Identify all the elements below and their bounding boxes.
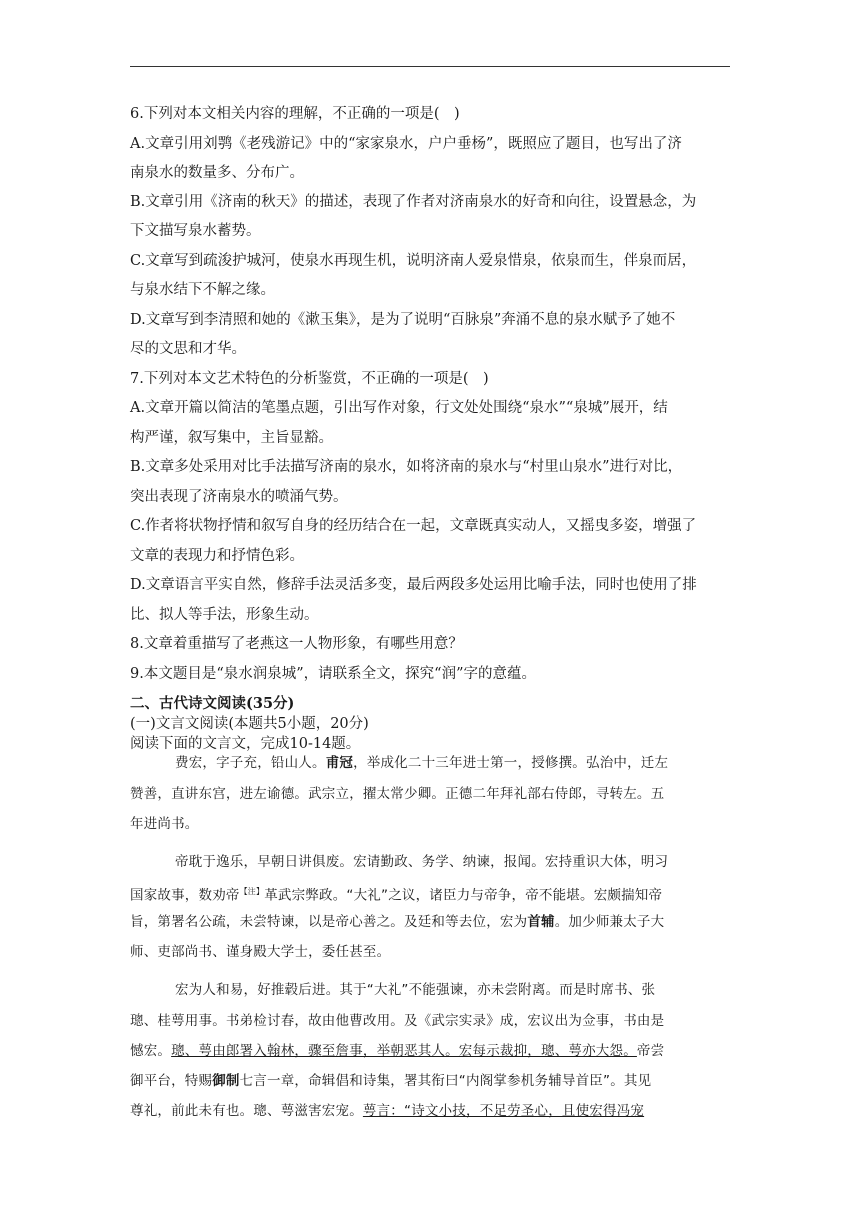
classical-p1-line2: 赞善，直讲东宫，进左谕德。武宗立，擢太常少卿。正德二年拜礼部右侍郎，寻转左。五 [130,786,665,802]
q6-option-d-line2: 尽的文思和才华。 [130,341,246,357]
classical-p2-line3: 旨，第署名公疏，未尝特谏，以是帝心善之。及廷和等去位，宏为首辅。加少师兼太子大 [130,914,665,930]
classical-p2-line2: 国家故事，数劝帝$^{【注】}$革武宗弊政。“大礼”之议，诸臣力与帝争，帝不能堪。宏颇揣知帝 [130,887,663,904]
q6-option-b-line1: B.文章引用《济南的秋天》的描述，表现了作者对济南泉水的好奇和向往，设置悬念，为 [130,194,697,210]
q8-stem: 8.文章着重描写了老燕这一人物形象，有哪些用意？ [130,636,463,652]
q6-option-a-line1: A.文章引用刘鹗《老残游记》中的“家家泉水，户户垂杨”，既照应了题目，也写出了济 [130,136,682,152]
q6-option-a-line2: 南泉水的数量多、分布广。 [130,165,304,181]
classical-p2-line4: 师、吏部尚书、谨身殿大学士，委任甚至。 [130,944,391,960]
q7-option-b-line1: B.文章多处采用对比手法描写济南的泉水，如将济南的泉水与“村里山泉水”进行对比， [130,459,683,475]
section2-title: 二、古代诗文阅读(35分) [130,695,295,712]
q7-option-d-line1: D.文章语言平实自然，修辞手法灵活多变，最后两段多处运用比喻手法，同时也使用了排 [130,577,697,593]
q7-option-c-line1: C.作者将状物抒情和叙写自身的经历结合在一起，文章既真实动人，又摇曳多姿，增强了 [130,518,697,534]
q6-stem: 6.下列对本文相关内容的理解，不正确的一项是( ) [130,106,460,122]
annotation-note-marker: 【注】 [239,887,265,896]
q6-option-c-line2: 与泉水结下不解之缘。 [130,282,275,298]
classical-p1-line1: 费宏，字子充，铅山人。甫冠，举成化二十三年进士第一，授修撰。弘治中，迁左 [175,755,669,771]
q7-option-c-line2: 文章的表现力和抒情色彩。 [130,548,304,564]
keyword-yuzhi: 御制 [212,1073,240,1089]
underlined-sentence-2: 萼言：“诗文小技，不足劳圣心，且使宏得冯宠 [362,1103,645,1119]
q7-option-a-line1: A.文章开篇以简洁的笔墨点题，引出写作对象，行文处处围绕“泉水”“泉城”展开，结 [130,400,668,416]
q7-option-d-line2: 比、拟人等手法，形象生动。 [130,607,319,623]
q9-stem: 9.本文题目是“泉水润泉城”，请联系全文，探究“润”字的意蕴。 [130,666,536,682]
classical-p3-line3: 憾宏。璁、萼由郎署入翰林，骤至詹事，举朝恶其人。宏每示裁抑，璁、萼亦大怨。帝尝 [130,1043,665,1059]
section2-subtitle: (一)文言文阅读(本题共5小题，20分) [130,716,369,732]
classical-p3-line4: 御平台，特赐御制七言一章，命辑倡和诗集，署其衔曰“内阁掌参机务辅导首臣”。其见 [130,1073,652,1089]
q6-option-b-line2: 下文描写泉水蓄势。 [130,223,261,239]
classical-p3-line1: 宏为人和易，好推毂后进。其于“大礼”不能强谏，亦未尝附离。而是时席书、张 [175,982,656,998]
classical-p3-line5: 尊礼，前此未有也。璁、萼滋害宏宠。萼言：“诗文小技，不足劳圣心，且使宏得冯宠 [130,1103,645,1119]
classical-p3-line2: 璁、桂萼用事。书弟检讨春，故由他曹改用。及《武宗实录》成，宏议出为佥事，书由是 [130,1013,665,1029]
q7-option-a-line2: 构严谨，叙写集中，主旨显豁。 [130,430,333,446]
classical-p2-line1: 帝耽于逸乐，早朝日讲俱废。宏请勤政、务学、纳谏，报闻。宏持重识大体，明习 [175,854,669,870]
q7-option-b-line2: 突出表现了济南泉水的喷涌气势。 [130,489,348,505]
header-rule [130,66,730,67]
keyword-shoufu: 首辅 [527,914,555,930]
q7-stem: 7.下列对本文艺术特色的分析鉴赏，不正确的一项是( ) [130,371,489,387]
classical-p1-line3: 年进尚书。 [130,816,199,832]
keyword-fuguan: 甫冠 [325,755,354,771]
underlined-sentence-1: 璁、萼由郎署入翰林，骤至詹事，举朝恶其人。宏每示裁抑，璁、萼亦大怨。 [171,1043,637,1059]
q6-option-d-line1: D.文章写到李清照和她的《漱玉集》，是为了说明“百脉泉”奔涌不息的泉水赋予了她不 [130,312,676,328]
section2-intro: 阅读下面的文言文，完成10-14题。 [130,736,361,752]
q6-option-c-line1: C.文章写到疏浚护城河，使泉水再现生机，说明济南人爱泉惜泉，依泉而生，伴泉而居， [130,253,697,269]
